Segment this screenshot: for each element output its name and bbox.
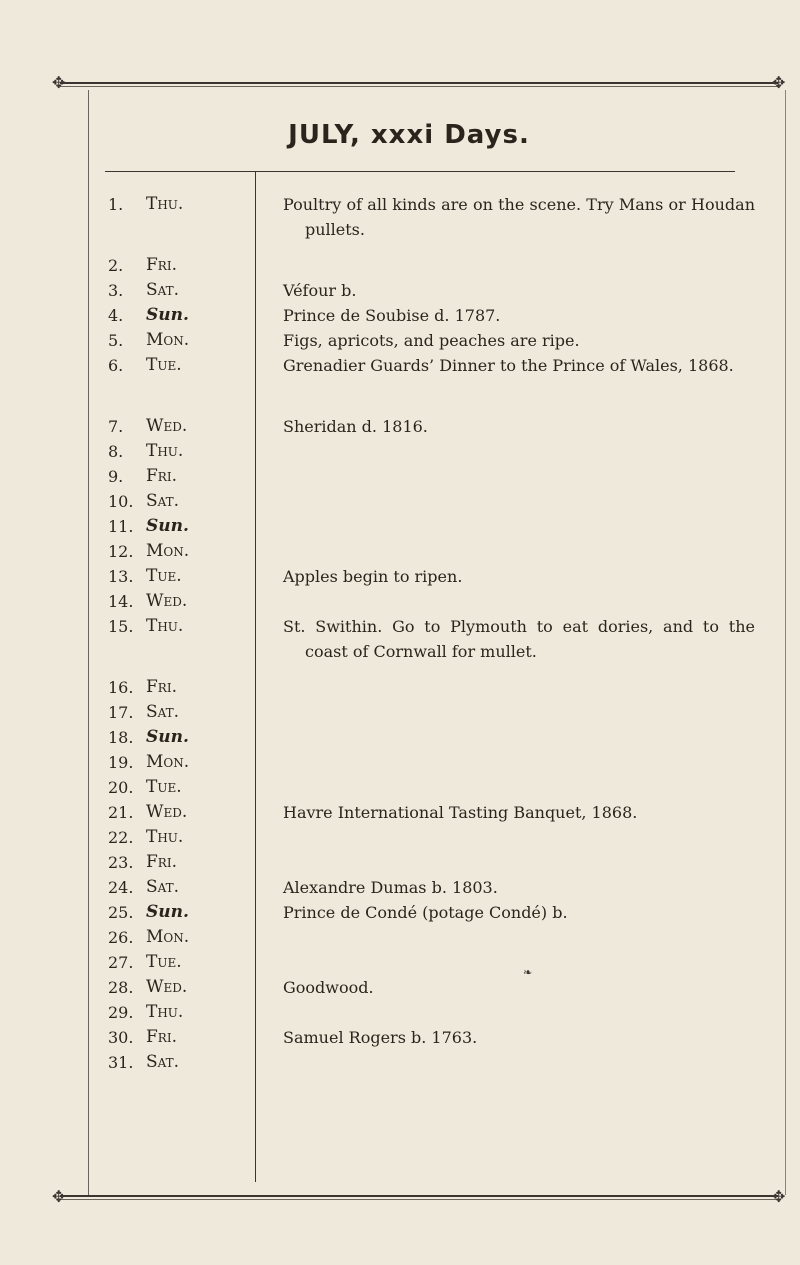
weekday: Tue.: [146, 777, 182, 797]
weekday: Sat.: [146, 1052, 180, 1072]
weekday: Sun.: [146, 727, 189, 747]
weekday: Mon.: [146, 330, 190, 350]
bottom-rule-thin: [60, 1199, 778, 1200]
day-number: 28.: [108, 978, 134, 997]
day-note: Prince de Soubise d. 1787.: [283, 306, 501, 325]
weekday: Thu.: [146, 616, 184, 636]
weekday: Tue.: [146, 952, 182, 972]
day-note: Alexandre Dumas b. 1803.: [283, 878, 498, 897]
right-border: [785, 90, 786, 1195]
day-note: Goodwood.: [283, 978, 374, 997]
weekday: Sun.: [146, 516, 189, 536]
day-number: 10.: [108, 492, 134, 511]
weekday: Fri.: [146, 677, 177, 697]
column-divider: [255, 171, 256, 1182]
day-number: 5.: [108, 331, 124, 350]
top-rule-thin: [60, 86, 778, 87]
day-number: 26.: [108, 928, 134, 947]
bottom-rule: [60, 1195, 778, 1197]
day-note: Havre International Tasting Banquet, 1868.: [283, 803, 638, 822]
corner-ornament-icon: ✥: [52, 73, 66, 92]
weekday: Wed.: [146, 416, 188, 436]
weekday: Wed.: [146, 802, 188, 822]
day-note: Figs, apricots, and peaches are ripe.: [283, 331, 580, 350]
day-number: 14.: [108, 592, 134, 611]
day-note: Samuel Rogers b. 1763.: [283, 1028, 478, 1047]
weekday: Sun.: [146, 902, 189, 922]
corner-ornament-icon: ✥: [772, 1187, 786, 1206]
left-border: [88, 90, 89, 1195]
day-note: Grenadier Guards’ Dinner to the Prince of Wales, 1868.: [283, 356, 734, 375]
day-number: 3.: [108, 281, 124, 300]
day-number: 19.: [108, 753, 134, 772]
day-note: Véfour b.: [283, 281, 357, 300]
day-number: 1.: [108, 195, 124, 214]
weekday: Thu.: [146, 194, 184, 214]
weekday: Sat.: [146, 280, 180, 300]
weekday: Sun.: [146, 305, 189, 325]
weekday: Mon.: [146, 752, 190, 772]
day-number: 21.: [108, 803, 134, 822]
corner-ornament-icon: ✥: [52, 1187, 66, 1206]
title-rule: [105, 171, 735, 172]
day-number: 15.: [108, 617, 134, 636]
page-title: JULY, xxxi Days.: [288, 120, 530, 150]
day-number: 8.: [108, 442, 124, 461]
day-note: Prince de Condé (potage Condé) b.: [283, 903, 568, 922]
day-number: 2.: [108, 256, 124, 275]
day-number: 25.: [108, 903, 134, 922]
corner-ornament-icon: ✥: [772, 73, 786, 92]
day-number: 22.: [108, 828, 134, 847]
weekday: Thu.: [146, 827, 184, 847]
weekday: Mon.: [146, 541, 190, 561]
day-number: 30.: [108, 1028, 134, 1047]
weekday: Tue.: [146, 355, 182, 375]
weekday: Wed.: [146, 591, 188, 611]
weekday: Sat.: [146, 877, 180, 897]
day-number: 20.: [108, 778, 134, 797]
day-number: 7.: [108, 417, 124, 436]
day-note: Sheridan d. 1816.: [283, 417, 428, 436]
day-number: 31.: [108, 1053, 134, 1072]
day-number: 9.: [108, 467, 124, 486]
weekday: Thu.: [146, 1002, 184, 1022]
day-number: 13.: [108, 567, 134, 586]
day-number: 17.: [108, 703, 134, 722]
day-number: 29.: [108, 1003, 134, 1022]
weekday: Thu.: [146, 441, 184, 461]
day-number: 4.: [108, 306, 124, 325]
day-note: Poultry of all kinds are on the scene. Try Mans or Houdan pullets.: [283, 195, 755, 239]
top-rule: [60, 82, 778, 84]
weekday: Fri.: [146, 852, 177, 872]
day-number: 11.: [108, 517, 134, 536]
day-note: St. Swithin. Go to Plymouth to eat dories, and to the coast of Cornwall for mullet.: [283, 617, 755, 661]
day-number: 6.: [108, 356, 124, 375]
weekday: Mon.: [146, 927, 190, 947]
day-number: 12.: [108, 542, 134, 561]
flourish-icon: ❧: [523, 966, 533, 979]
day-number: 23.: [108, 853, 134, 872]
weekday: Wed.: [146, 977, 188, 997]
day-number: 27.: [108, 953, 134, 972]
weekday: Tue.: [146, 566, 182, 586]
weekday: Sat.: [146, 491, 180, 511]
day-number: 24.: [108, 878, 134, 897]
day-number: 16.: [108, 678, 134, 697]
day-note: Apples begin to ripen.: [283, 567, 463, 586]
weekday: Fri.: [146, 466, 177, 486]
weekday: Sat.: [146, 702, 180, 722]
weekday: Fri.: [146, 255, 177, 275]
weekday: Fri.: [146, 1027, 177, 1047]
day-number: 18.: [108, 728, 134, 747]
